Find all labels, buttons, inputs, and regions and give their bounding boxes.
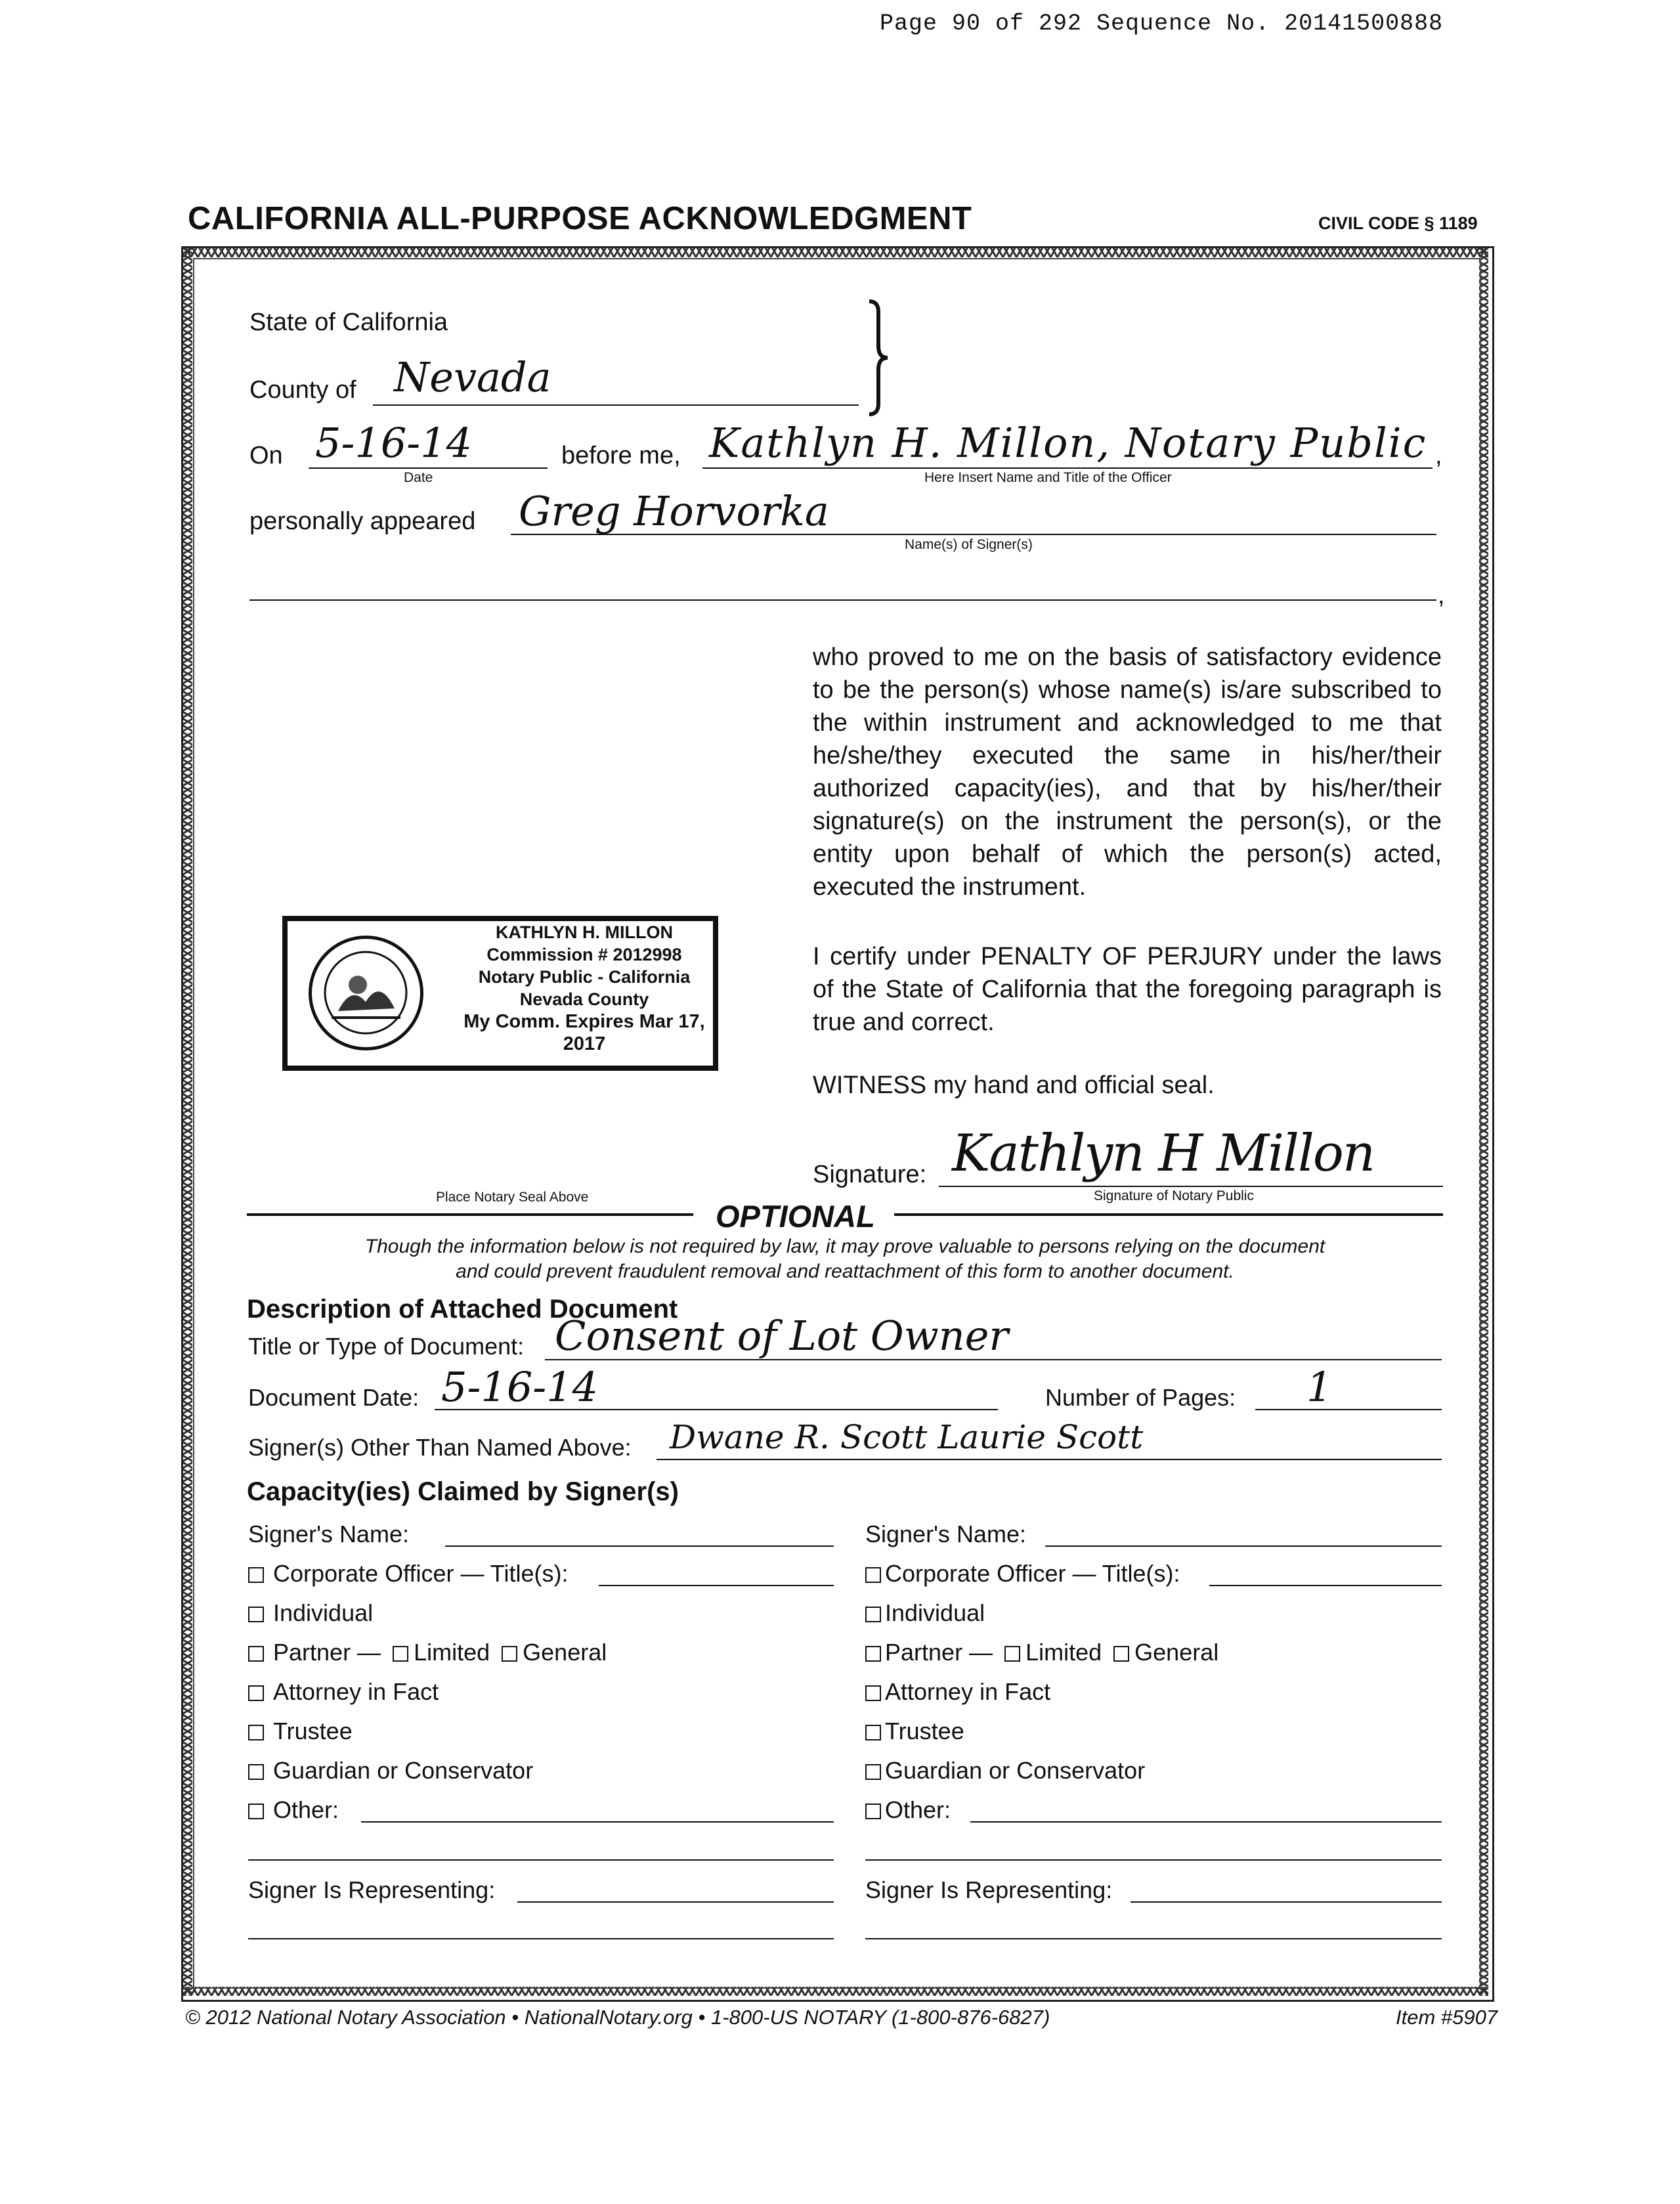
doc-date-label: Document Date: <box>248 1384 420 1411</box>
left-individual-label: Individual <box>273 1599 374 1626</box>
optional-note-1: Though the information below is not required by law, it may prove valuable to persons relying on the document <box>364 1236 1325 1257</box>
signer-caption: Name(s) of Signer(s) <box>905 537 1033 552</box>
right-corporate-officer-checkbox[interactable] <box>865 1567 881 1583</box>
signature-label: Signature: <box>813 1161 927 1188</box>
seal-line-1: KATHLYN H. MILLON <box>496 922 673 942</box>
border-strip-left <box>183 248 192 1996</box>
signer-line-comma: , <box>1438 582 1445 609</box>
right-other-option[interactable] <box>865 1796 951 1824</box>
signature-line <box>939 1186 1443 1187</box>
left-individual-option[interactable] <box>248 1599 373 1627</box>
capacities-heading: Capacity(ies) Claimed by Signer(s) <box>247 1477 679 1506</box>
right-other-checkbox[interactable] <box>865 1804 881 1819</box>
right-corporate-officer-label: Corporate Officer — Title(s): <box>885 1560 1180 1587</box>
left-other-line-2 <box>248 1859 834 1861</box>
right-individual-label: Individual <box>885 1599 985 1626</box>
left-other-checkbox[interactable] <box>248 1804 264 1819</box>
other-signers-label: Signer(s) Other Than Named Above: <box>248 1434 632 1461</box>
right-individual-checkbox[interactable] <box>865 1607 881 1622</box>
left-guardian-label: Guardian or Conservator <box>273 1757 534 1784</box>
left-general-checkbox[interactable] <box>502 1646 517 1662</box>
right-attorney-option[interactable] <box>865 1678 1050 1706</box>
left-corporate-officer-option[interactable] <box>248 1560 568 1588</box>
right-title-line <box>1209 1585 1442 1586</box>
right-trustee-option[interactable] <box>865 1718 964 1745</box>
left-representing-line <box>517 1901 834 1903</box>
optional-rule-left <box>247 1213 693 1216</box>
right-attorney-label: Attorney in Fact <box>885 1678 1051 1705</box>
left-guardian-checkbox[interactable] <box>248 1764 264 1780</box>
right-individual-option[interactable] <box>865 1599 985 1627</box>
venue-brace <box>865 299 892 420</box>
seal-line-5: My Comm. Expires Mar 17, 2017 <box>463 1011 705 1054</box>
date-caption: Date <box>404 470 433 485</box>
notary-signature: Kathlyn H Millon <box>952 1124 1375 1183</box>
left-general-label: General <box>523 1639 607 1666</box>
right-representing-line <box>1131 1901 1442 1903</box>
right-signer-name-line <box>1045 1545 1442 1547</box>
right-general-label: General <box>1134 1639 1219 1666</box>
left-signer-name-label: Signer's Name: <box>248 1521 409 1547</box>
officer-comma: , <box>1435 442 1442 469</box>
left-corporate-officer-label: Corporate Officer — Title(s): <box>273 1560 569 1587</box>
signature-caption: Signature of Notary Public <box>1094 1188 1254 1203</box>
left-trustee-label: Trustee <box>273 1718 353 1744</box>
left-representing-label: Signer Is Representing: <box>248 1876 496 1903</box>
county-label: County of <box>249 376 356 404</box>
date-line <box>309 467 548 469</box>
proved-paragraph: who proved to me on the basis of satisfactory evidence to be the person(s) whose name(s) is/are subscribed to the within instrument and acknowledged to me that he/she/they executed the same in his/her/their authorized capacity(ies), and that by his/her/their signature(s) on the instrument the person(s), or the entity upon behalf of which the person(s) acted, executed the instrument. <box>813 643 1442 901</box>
left-limited-checkbox[interactable] <box>393 1646 408 1662</box>
right-trustee-label: Trustee <box>885 1718 964 1744</box>
right-attorney-checkbox[interactable] <box>865 1685 881 1701</box>
doc-date-value: 5-16-14 <box>441 1363 599 1411</box>
right-partner-option[interactable] <box>865 1639 1218 1666</box>
border-strip-top <box>183 248 1488 257</box>
right-general-checkbox[interactable] <box>1113 1646 1129 1662</box>
county-value: Nevada <box>394 353 551 401</box>
seal-line-2: Commission # 2012998 <box>486 945 682 964</box>
civil-code: CIVIL CODE § 1189 <box>1318 213 1478 233</box>
left-partner-option[interactable] <box>248 1639 607 1666</box>
right-other-line <box>970 1821 1442 1823</box>
officer-caption: Here Insert Name and Title of the Officer <box>924 470 1172 485</box>
right-trustee-checkbox[interactable] <box>865 1725 881 1740</box>
page-sequence-header: Page 90 of 292 Sequence No. 20141500888 <box>880 11 1444 37</box>
right-guardian-checkbox[interactable] <box>865 1764 881 1780</box>
left-representing-line-2 <box>248 1938 834 1939</box>
seal-caption: Place Notary Seal Above <box>436 1190 589 1205</box>
other-signers-value: Dwane R. Scott Laurie Scott <box>670 1418 1144 1456</box>
right-signer-name-label: Signer's Name: <box>865 1521 1026 1547</box>
county-line <box>373 404 859 406</box>
optional-heading: OPTIONAL <box>716 1199 875 1234</box>
left-guardian-option[interactable] <box>248 1757 533 1784</box>
right-guardian-label: Guardian or Conservator <box>885 1757 1146 1784</box>
pages-value: 1 <box>1306 1363 1333 1411</box>
state-label: State of California <box>249 309 448 336</box>
left-other-line <box>361 1821 834 1823</box>
right-guardian-option[interactable] <box>865 1757 1145 1784</box>
left-attorney-label: Attorney in Fact <box>273 1678 439 1705</box>
optional-rule-right <box>894 1213 1443 1216</box>
notary-seal <box>276 909 729 1077</box>
before-me-label: before me, <box>561 442 681 469</box>
right-other-label: Other: <box>885 1796 951 1823</box>
appeared-label: personally appeared <box>249 508 476 535</box>
footer-copyright: © 2012 National Notary Association • NationalNotary.org • 1-800-US NOTARY (1-800-876-6827) <box>185 2006 1050 2029</box>
pages-label: Number of Pages: <box>1045 1384 1236 1411</box>
doc-title-value: Consent of Lot Owner <box>555 1312 1009 1360</box>
left-signer-name-line <box>445 1545 834 1547</box>
left-trustee-option[interactable] <box>248 1718 353 1745</box>
certify-paragraph: I certify under PENALTY OF PERJURY under the laws of the State of California that the foregoing paragraph is true and correct. <box>813 943 1442 1036</box>
pages-line <box>1255 1409 1442 1410</box>
left-corporate-officer-checkbox[interactable] <box>248 1567 264 1583</box>
right-representing-line-2 <box>865 1938 1442 1939</box>
left-individual-checkbox[interactable] <box>248 1607 264 1622</box>
right-representing-label: Signer Is Representing: <box>865 1876 1113 1903</box>
left-other-option[interactable] <box>248 1796 339 1824</box>
left-attorney-checkbox[interactable] <box>248 1685 264 1701</box>
seal-line-3: Notary Public - California <box>478 967 691 987</box>
right-corporate-officer-option[interactable] <box>865 1560 1180 1588</box>
officer-value: Kathlyn H. Millon, Notary Public <box>709 419 1427 467</box>
other-signers-line <box>657 1459 1442 1460</box>
right-limited-checkbox[interactable] <box>1004 1646 1020 1662</box>
seal-text-block <box>460 921 709 1055</box>
attached-doc-heading: Description of Attached Document <box>247 1295 678 1324</box>
right-other-line-2 <box>865 1859 1442 1861</box>
footer-item: Item #5907 <box>1396 2006 1498 2029</box>
right-limited-label: Limited <box>1025 1639 1102 1666</box>
optional-note-2: and could prevent fraudulent removal and reattachment of this form to another document. <box>456 1261 1234 1282</box>
form-title: CALIFORNIA ALL-PURPOSE ACKNOWLEDGMENT <box>188 201 972 236</box>
doc-title-label: Title or Type of Document: <box>248 1333 525 1360</box>
left-title-line <box>599 1585 834 1586</box>
left-partner-label: Partner — <box>273 1639 381 1666</box>
signer-value: Greg Horvorka <box>519 487 829 535</box>
ack-date-value: 5-16-14 <box>315 419 473 467</box>
left-other-label: Other: <box>273 1796 339 1823</box>
left-attorney-option[interactable] <box>248 1678 439 1706</box>
officer-line <box>702 467 1432 469</box>
signer-line-2 <box>249 599 1436 601</box>
right-partner-checkbox[interactable] <box>865 1646 881 1662</box>
california-seal-icon <box>309 936 423 1050</box>
left-limited-label: Limited <box>414 1639 490 1666</box>
seal-line-4: Nevada County <box>519 989 649 1009</box>
left-trustee-checkbox[interactable] <box>248 1725 264 1740</box>
witness-line: WITNESS my hand and official seal. <box>813 1071 1215 1099</box>
right-partner-label: Partner — <box>885 1639 993 1666</box>
on-label: On <box>249 442 283 469</box>
left-partner-checkbox[interactable] <box>248 1646 264 1662</box>
